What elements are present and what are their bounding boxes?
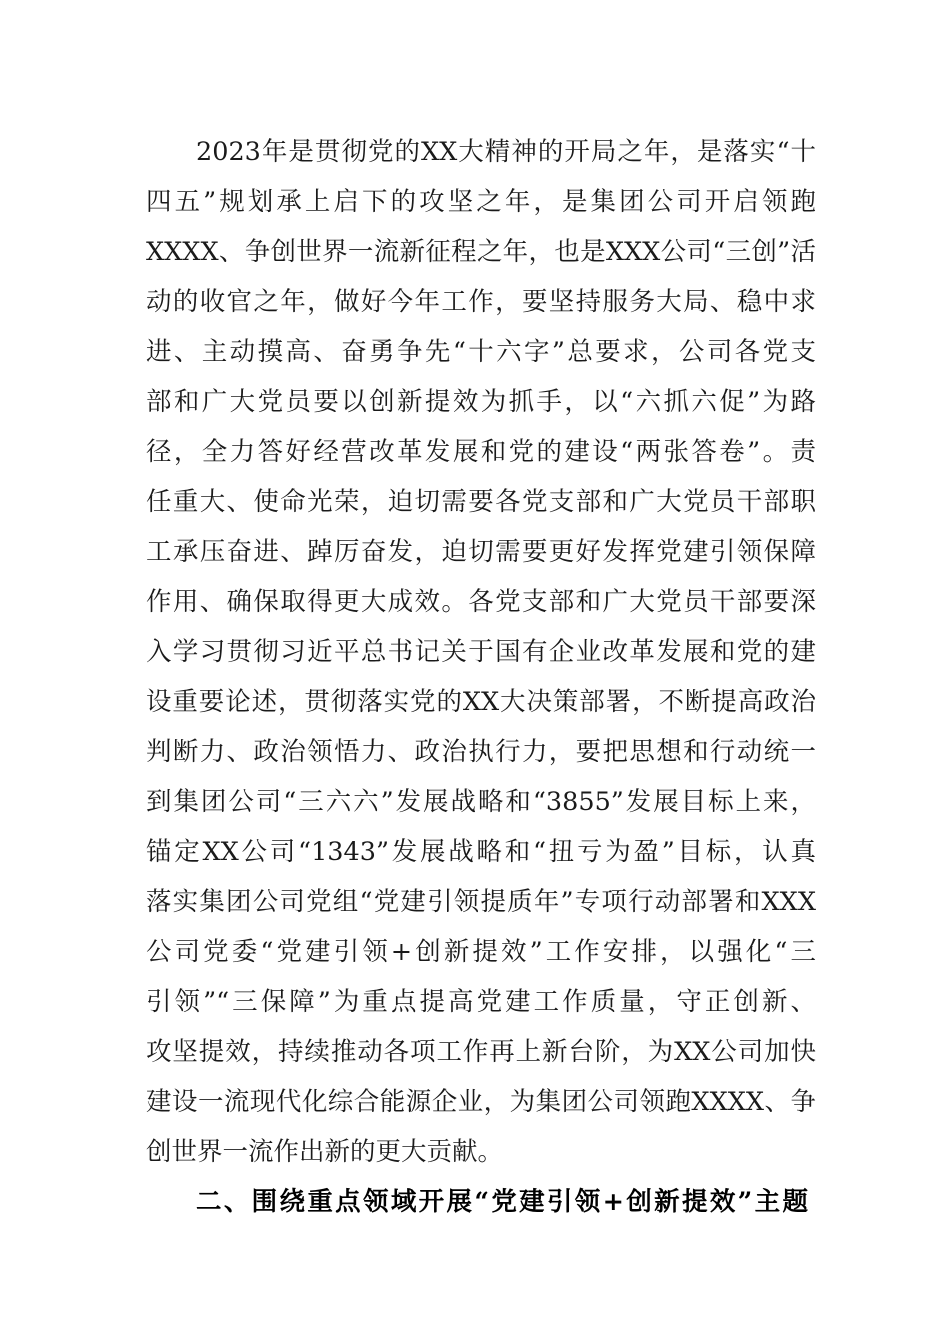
paragraph-line-10: 作用、确保取得更大成效。各党支部和广大党员干部要深 xyxy=(146,587,816,617)
paragraph-line-1: 2023年是贯彻党的XX大精神的开局之年，是落实“十 xyxy=(196,137,816,167)
paragraph-line-12: 设重要论述，贯彻落实党的XX大决策部署，不断提高政治 xyxy=(146,687,816,717)
paragraph-line-20: 建设一流现代化综合能源企业，为集团公司领跑XXXX、争 xyxy=(146,1087,816,1117)
paragraph-line-14: 到集团公司“三六六”发展战略和“3855”发展目标上来， xyxy=(146,787,816,817)
paragraph-line-15: 锚定XX公司“1343”发展战略和“扭亏为盈”目标，认真 xyxy=(146,837,816,867)
paragraph-line-6: 部和广大党员要以创新提效为抓手，以“六抓六促”为路 xyxy=(146,387,816,417)
paragraph-line-19: 攻坚提效，持续推动各项工作再上新台阶，为XX公司加快 xyxy=(146,1037,816,1067)
paragraph-line-4: 动的收官之年，做好今年工作，要坚持服务大局、稳中求 xyxy=(146,287,816,317)
paragraph-line-11: 入学习贯彻习近平总书记关于国有企业改革发展和党的建 xyxy=(146,637,816,667)
section-heading: 二、围绕重点领域开展“党建引领+创新提效”主题 xyxy=(196,1187,808,1217)
paragraph-line-2: 四五”规划承上启下的攻坚之年，是集团公司开启领跑 xyxy=(146,187,816,217)
paragraph-line-5: 进、主动摸高、奋勇争先“十六字”总要求，公司各党支 xyxy=(146,337,816,367)
paragraph-line-17: 公司党委“党建引领+创新提效”工作安排，以强化“三 xyxy=(146,937,816,967)
paragraph-line-21: 创世界一流作出新的更大贡献。 xyxy=(146,1137,504,1167)
paragraph-line-3: XXXX、争创世界一流新征程之年，也是XXX公司“三创”活 xyxy=(146,237,816,267)
paragraph-line-18: 引领”“三保障”为重点提高党建工作质量，守正创新、 xyxy=(146,987,816,1017)
paragraph-line-16: 落实集团公司党组“党建引领提质年”专项行动部署和XXX xyxy=(146,887,816,917)
paragraph-line-7: 径，全力答好经营改革发展和党的建设“两张答卷”。责 xyxy=(146,437,816,467)
paragraph-line-9: 工承压奋进、踔厉奋发，迫切需要更好发挥党建引领保障 xyxy=(146,537,816,567)
paragraph-line-13: 判断力、政治领悟力、政治执行力，要把思想和行动统一 xyxy=(146,737,816,767)
paragraph-line-8: 任重大、使命光荣，迫切需要各党支部和广大党员干部职 xyxy=(146,487,816,517)
